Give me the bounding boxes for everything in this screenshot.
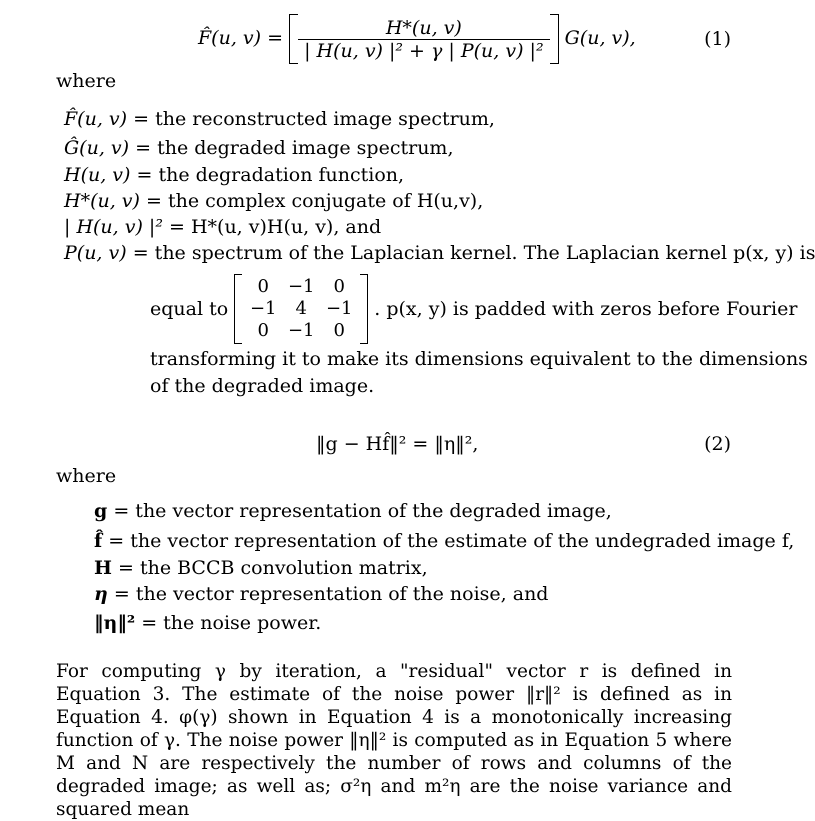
def-term: P(u, v)	[64, 242, 127, 264]
def-item	[94, 500, 794, 530]
kernel-line	[150, 276, 798, 342]
continuation-line-2: of the degraded image.	[150, 375, 375, 397]
def-term: H	[94, 557, 112, 579]
def-term: H*(u, v)	[64, 190, 140, 212]
def-item	[64, 190, 815, 216]
equation-2: ‖g − Hf̂‖² = ‖η‖²,	[316, 433, 479, 455]
matrix-cell: 0	[333, 276, 345, 297]
def-list-1	[64, 108, 815, 268]
eq1-numerator: H*(u, v)	[298, 17, 550, 40]
def-item	[64, 108, 815, 137]
eq1-denominator: | H(u, v) |² + γ | P(u, v) |²	[304, 39, 544, 62]
def-term: η	[94, 583, 108, 605]
eq1-label: (1)	[704, 28, 731, 50]
def-item	[94, 530, 794, 557]
eq1-tail: G(u, v),	[564, 27, 636, 49]
left-bracket	[289, 14, 298, 64]
right-bracket	[550, 14, 559, 64]
matrix-cell: −1	[287, 276, 315, 297]
def-item	[94, 612, 794, 638]
where-label-1: where	[56, 70, 117, 92]
where-label-2: where	[56, 465, 117, 487]
eq1-fraction	[298, 17, 550, 62]
matrix-left-bracket	[234, 274, 242, 344]
kernel-prefix: equal to	[150, 298, 229, 320]
matrix-cell: 0	[257, 276, 269, 297]
def-desc: = the BCCB convolution matrix,	[118, 557, 428, 579]
def-desc: = the vector representation of the degraded image,	[113, 500, 612, 522]
def-term: F̂(u, v)	[64, 108, 128, 130]
def-desc: = the noise power.	[141, 612, 322, 634]
def-term: f̂	[94, 530, 103, 552]
matrix-cell: −1	[249, 298, 277, 319]
body-paragraph: For computing γ by iteration, a "residual" vector r is defined in Equation 3. The estimate of the noise power ‖r‖² is defined as in Equation 4. φ(γ) shown in Equation 4 is a monotonically increasing function of γ. The noise power ‖η‖² is computed as in Equation 5 where M and N are respectively the number of rows and columns of the degraded image; as well as; σ²η and m²η are the noise variance and squared mean	[56, 661, 732, 820]
laplacian-kernel-matrix	[234, 276, 368, 342]
def-item	[64, 216, 815, 242]
def-desc: = H*(u, v)H(u, v), and	[169, 216, 382, 238]
continuation-line-1: transforming it to make its dimensions equivalent to the dimensions	[150, 348, 808, 370]
def-item	[94, 557, 794, 583]
def-desc: = the complex conjugate of H(u,v),	[146, 190, 484, 212]
matrix-right-bracket	[360, 274, 368, 344]
def-item	[64, 242, 815, 268]
def-desc: = the degraded image spectrum,	[135, 137, 454, 159]
def-term: | H(u, v) |²	[64, 216, 163, 238]
equation-1	[198, 14, 636, 64]
def-desc: = the vector representation of the noise, and	[113, 583, 549, 605]
def-item	[64, 164, 815, 190]
def-term: ‖η‖²	[94, 612, 136, 634]
def-item	[64, 137, 815, 164]
def-item	[94, 583, 794, 612]
def-term: H(u, v)	[64, 164, 131, 186]
kernel-suffix: . p(x, y) is padded with zeros before Fourier	[374, 298, 798, 320]
def-desc: = the vector representation of the estimate of the undegraded image f,	[108, 530, 795, 552]
def-list-2	[94, 500, 794, 638]
eq2-label: (2)	[704, 433, 731, 455]
def-desc: = the reconstructed image spectrum,	[133, 108, 495, 130]
def-desc: = the degradation function,	[136, 164, 405, 186]
matrix-cell: 4	[295, 298, 307, 319]
eq1-lhs: F̂(u, v) =	[198, 27, 284, 49]
matrix-cell: −1	[325, 298, 353, 319]
matrix-cell: −1	[287, 320, 315, 341]
matrix-cell: 0	[333, 320, 345, 341]
def-desc: = the spectrum of the Laplacian kernel. The Laplacian kernel p(x, y) is	[132, 242, 815, 264]
matrix-cell: 0	[257, 320, 269, 341]
def-term: g	[94, 500, 108, 522]
def-term: Ĝ(u, v)	[64, 137, 130, 159]
